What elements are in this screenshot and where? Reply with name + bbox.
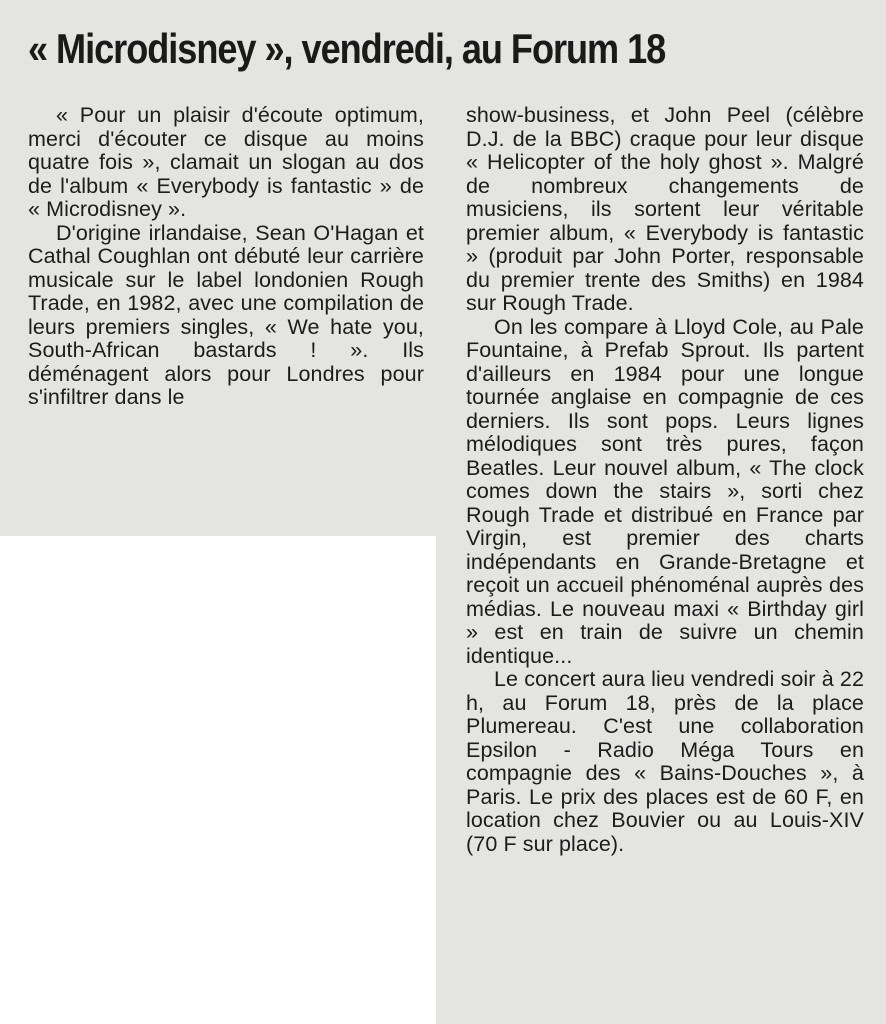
article-column-right bbox=[466, 104, 864, 856]
article-column-left bbox=[28, 104, 424, 410]
paragraph: On les compare à Lloyd Cole, au Pale Fountaine, à Prefab Sprout. Ils partent d'ailleurs en 1984 pour une longue tournée anglaise en compagnie de ces derniers. Ils sont pops. Leurs lignes mélodiques sont très pures, façon Beatles. Leur nouvel album, « The clock comes down the stairs », sorti chez Rough Trade et distribué en France par Virgin, est premier des charts indépendants en Grande-Bretagne et reçoit un accueil phénoménal auprès des médias. Le nouveau maxi « Birthday girl » est en train de suivre un chemin identique... bbox=[466, 314, 864, 668]
article-headline: « Microdisney », vendredi, au Forum 18 bbox=[28, 25, 666, 72]
paragraph: « Pour un plaisir d'écoute optimum, merci d'écouter ce disque au moins quatre fois », clamait un slogan au dos de l'album « Everybody is fantastic » de « Microdisney ». bbox=[28, 103, 424, 221]
paragraph: Le concert aura lieu vendredi soir à 22 h, au Forum 18, près de la place Plumereau. C'est une collaboration Epsilon - Radio Méga Tours en compagnie des « Bains-Douches », à Paris. Le prix des places est de 60 F, en location chez Bouvier ou au Louis-XIV (70 F sur place). bbox=[466, 667, 864, 856]
paragraph: show-business, et John Peel (célèbre D.J. de la BBC) craque pour leur disque « Helicopter of the holy ghost ». Malgré de nombreux changements de musiciens, ils sortent leur véritable premier album, « Everybody is fantastic » (produit par John Porter, responsable du premier trente des Smiths) en 1984 sur Rough Trade. bbox=[466, 103, 864, 315]
paragraph: D'origine irlandaise, Sean O'Hagan et Cathal Coughlan ont débuté leur carrière musicale sur le label londonien Rough Trade, en 1982, avec une compilation de leurs premiers singles, « We hate you, South-African bastards ! ». Ils déménagent alors pour Londres pour s'infiltrer dans le bbox=[28, 220, 424, 409]
